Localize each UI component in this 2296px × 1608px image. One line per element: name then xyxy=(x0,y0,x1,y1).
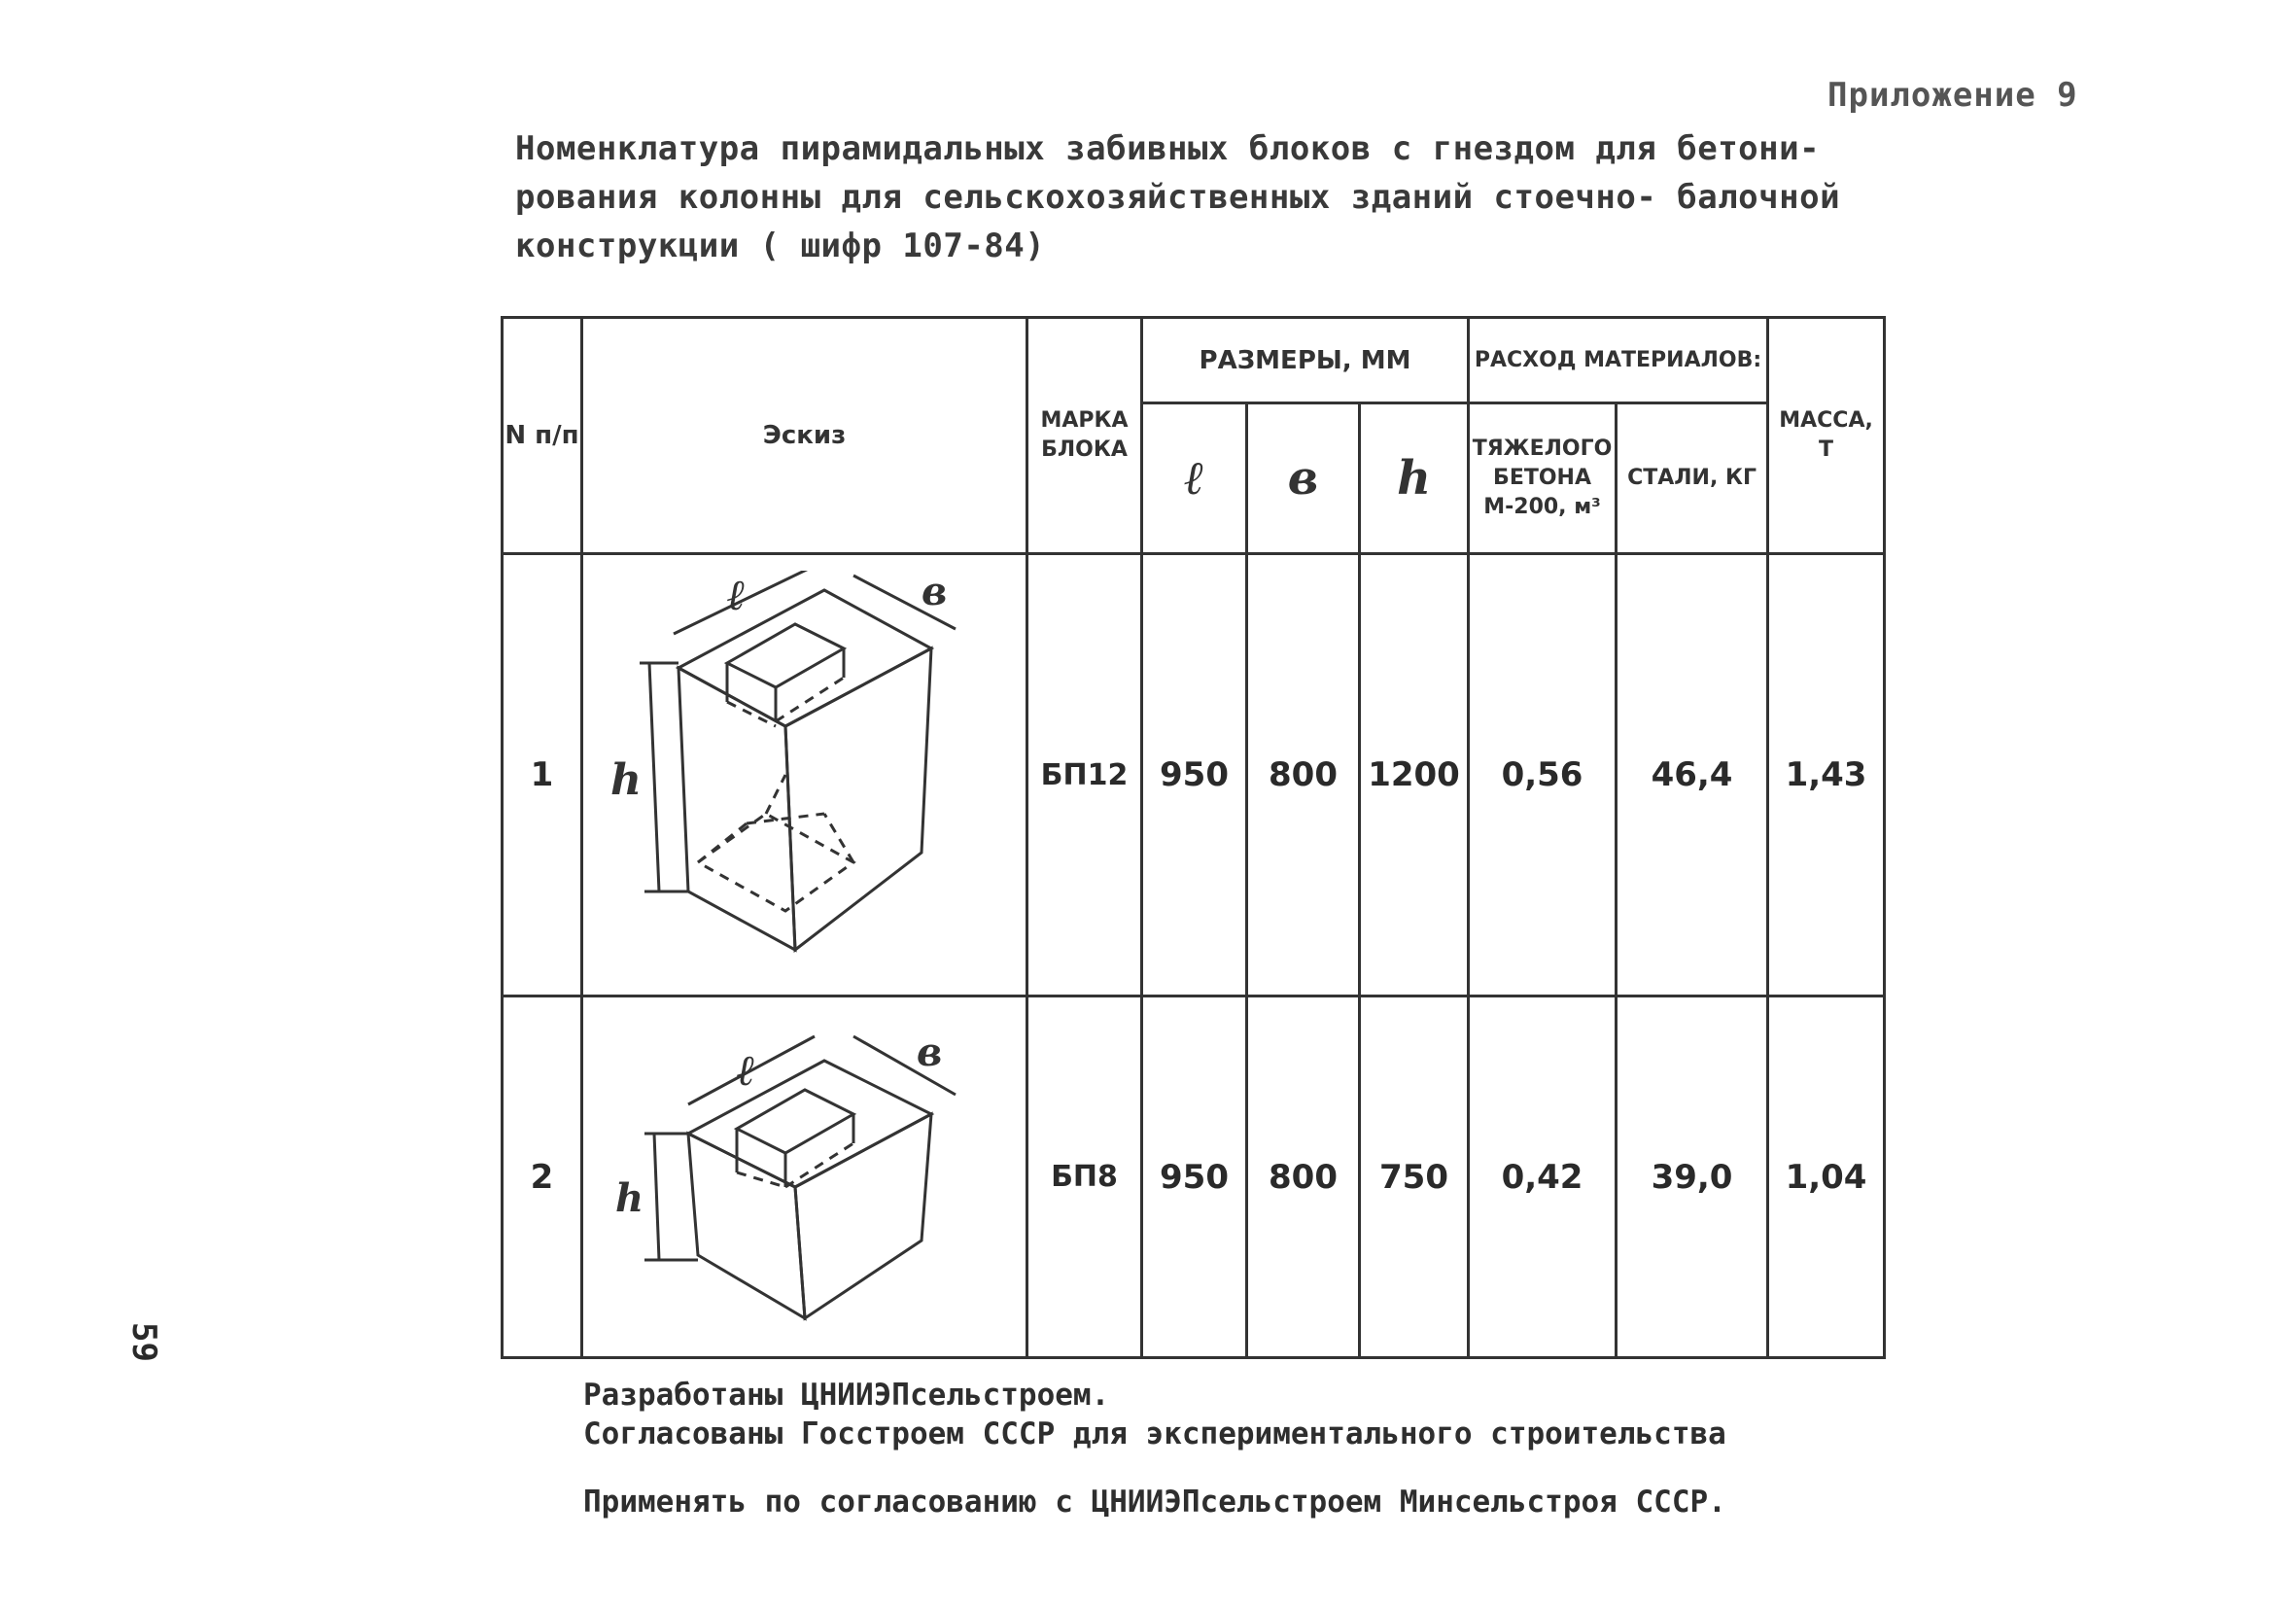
header-h: h xyxy=(1360,403,1469,554)
header-b: в xyxy=(1247,403,1360,554)
row-h: 1200 xyxy=(1360,554,1469,996)
header-sketch: Эскиз xyxy=(582,318,1027,554)
title-line-1: Номенклатура пирамидальных забивных блоков с гнездом для бетони- xyxy=(515,129,1821,168)
block-sketch-tall xyxy=(601,571,1009,979)
header-num: N п/п xyxy=(503,318,582,554)
row-steel: 39,0 xyxy=(1617,996,1768,1358)
page-number: 59 xyxy=(124,1322,163,1362)
table-row xyxy=(503,996,1885,1358)
row-b: 800 xyxy=(1247,554,1360,996)
row-steel: 46,4 xyxy=(1617,554,1768,996)
sketch-label-l: ℓ xyxy=(736,1045,755,1096)
row-concrete: 0,56 xyxy=(1469,554,1617,996)
row-l: 950 xyxy=(1142,554,1247,996)
sketch-label-h: h xyxy=(614,1174,644,1221)
row-b: 800 xyxy=(1247,996,1360,1358)
sketch-cell xyxy=(582,554,1027,996)
header-steel: СТАЛИ, КГ xyxy=(1617,403,1768,554)
row-mass: 1,04 xyxy=(1768,996,1885,1358)
footer-line-2: Согласованы Госстроем СССР для экспериментального строительства xyxy=(583,1416,1726,1451)
row-l: 950 xyxy=(1142,996,1247,1358)
block-sketch-short xyxy=(601,1017,1009,1338)
document-title xyxy=(515,124,1896,270)
blocks-table xyxy=(501,316,1886,1359)
row-h: 750 xyxy=(1360,996,1469,1358)
row-mark: БП12 xyxy=(1027,554,1142,996)
row-concrete: 0,42 xyxy=(1469,996,1617,1358)
header-l: ℓ xyxy=(1142,403,1247,554)
footer-notes xyxy=(583,1376,1726,1521)
row-num: 2 xyxy=(503,996,582,1358)
header-concrete: ТЯЖЕЛОГО БЕТОНА М-200, м³ xyxy=(1469,403,1617,554)
appendix-label: Приложение 9 xyxy=(1827,76,2078,115)
row-num: 1 xyxy=(503,554,582,996)
footer-line-1: Разработаны ЦНИИЭПсельстроем. xyxy=(583,1378,1110,1413)
header-mass: МАССА, Т xyxy=(1768,318,1885,554)
header-materials: РАСХОД МАТЕРИАЛОВ: xyxy=(1469,318,1768,403)
sketch-label-b: в xyxy=(916,1029,942,1075)
header-dimensions: РАЗМЕРЫ, ММ xyxy=(1142,318,1469,403)
sketch-label-h: h xyxy=(609,755,642,805)
table-row xyxy=(503,554,1885,996)
sketch-label-b: в xyxy=(921,571,947,614)
header-mark: МАРКА БЛОКА xyxy=(1027,318,1142,554)
title-line-3: конструкции ( шифр 107-84) xyxy=(515,227,1046,265)
sketch-label-l: ℓ xyxy=(726,571,746,620)
row-mass: 1,43 xyxy=(1768,554,1885,996)
footer-line-3: Применять по согласованию с ЦНИИЭПсельстроем Минсельстроя СССР. xyxy=(583,1485,1726,1520)
sketch-cell xyxy=(582,996,1027,1358)
row-mark: БП8 xyxy=(1027,996,1142,1358)
title-line-2: рования колонны для сельскохозяйственных зданий стоечно- балочной xyxy=(515,178,1841,217)
